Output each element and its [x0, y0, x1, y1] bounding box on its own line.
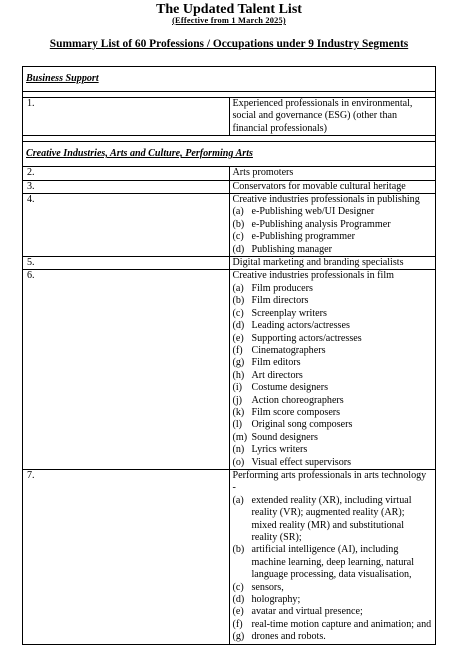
table-row: [23, 194, 436, 257]
sub-item-label: (i): [232, 382, 243, 394]
table-row: [23, 469, 436, 644]
sub-item-text: avatar and virtual presence;: [251, 606, 363, 618]
sub-item: [233, 444, 433, 456]
sub-item-label: (f): [232, 618, 243, 630]
sub-item-label: (a): [232, 494, 244, 506]
sub-item: [233, 495, 433, 545]
item-text: Conservators for movable cultural heritage: [232, 180, 406, 192]
sub-item: [233, 619, 433, 631]
sub-item-text: Supporting actors/actresses: [251, 332, 362, 344]
sub-item-text: Film score composers: [251, 406, 341, 418]
item-text: Performing arts professionals in arts technology -: [232, 469, 427, 494]
sub-item: [233, 333, 433, 345]
item-description: [229, 194, 436, 257]
sub-item-text: holography;: [251, 594, 301, 606]
item-text: Arts promoters: [232, 167, 294, 179]
sub-item: [233, 544, 433, 581]
item-text: Creative industries professionals in film: [232, 270, 394, 282]
sub-item: [233, 370, 433, 382]
item-number: 6.: [23, 270, 230, 470]
sub-item: [233, 631, 433, 643]
table-row: [23, 270, 436, 470]
sub-item-label: (b): [232, 218, 245, 230]
sub-item: [233, 206, 433, 218]
sub-item-label: (d): [232, 594, 245, 606]
summary-heading: Summary List of 60 Professions / Occupations under 9 Industry Segments: [49, 38, 409, 50]
sub-item: [233, 606, 433, 618]
sub-item-text: Art directors: [251, 369, 303, 381]
talent-list-table: [22, 66, 436, 645]
item-number: 7.: [23, 469, 230, 644]
sub-item-text: Original song composers: [251, 419, 353, 431]
sub-item: [233, 283, 433, 295]
sub-item: [233, 231, 433, 243]
sub-item-label: (o): [232, 456, 245, 468]
item-text: Experienced professionals in environmental, social and governance (ESG) (other than financial professionals): [232, 98, 413, 134]
sub-item: [233, 382, 433, 394]
sub-item-label: (d): [232, 320, 245, 332]
effective-date: (Effective from 1 March 2025): [172, 16, 286, 25]
sub-item-text: Costume designers: [251, 382, 329, 394]
sub-item-text: sensors,: [251, 581, 284, 593]
sub-item-label: (d): [232, 243, 245, 255]
section-row: [23, 67, 436, 92]
item-number: 3.: [23, 180, 230, 193]
table-row: [23, 180, 436, 193]
sub-item-label: (f): [232, 344, 243, 356]
sub-item-text: Publishing manager: [251, 243, 332, 255]
sub-item: [233, 419, 433, 431]
sub-item-label: (e): [232, 332, 244, 344]
sub-item-text: Leading actors/actresses: [251, 320, 350, 332]
sub-item-label: (c): [232, 231, 244, 243]
item-number: 5.: [23, 257, 230, 270]
sub-item-label: (c): [232, 307, 244, 319]
sub-item-label: (k): [232, 406, 245, 418]
sub-item: [233, 582, 433, 594]
sub-item-text: Visual effect supervisors: [251, 456, 352, 468]
sub-item-text: Screenplay writers: [251, 307, 327, 319]
table-row: [23, 257, 436, 270]
sub-item: [233, 594, 433, 606]
item-number: 2.: [23, 167, 230, 180]
section-title: Creative Industries, Arts and Culture, Performing Arts: [23, 142, 436, 167]
sub-item: [233, 219, 433, 231]
item-description: [229, 257, 436, 270]
sub-item: [233, 345, 433, 357]
item-number: 4.: [23, 194, 230, 257]
sub-item-text: artificial intelligence (AI), including machine learning, deep learning, natural language processing, data visualisation,: [251, 544, 415, 581]
sub-item-label: (j): [232, 394, 243, 406]
document-title: The Updated Talent List: [156, 2, 302, 17]
item-text: Creative industries professionals in publishing: [232, 194, 420, 206]
sub-item-label: (b): [232, 544, 245, 556]
sub-item-text: Cinematographers: [251, 344, 326, 356]
sub-item-text: extended reality (XR), including virtual reality (VR); augmented reality (AR); mixed reality (MR) and substitutional reality (SR);: [251, 494, 412, 543]
table-row: [23, 98, 436, 136]
sub-item: [233, 308, 433, 320]
sub-item-label: (c): [232, 581, 244, 593]
sub-item-label: (a): [232, 282, 244, 294]
sub-item-text: Sound designers: [251, 431, 318, 443]
sub-item-text: e-Publishing web/UI Designer: [251, 206, 375, 218]
sub-item-label: (a): [232, 206, 244, 218]
sub-item-label: (h): [232, 369, 245, 381]
sub-item: [233, 395, 433, 407]
item-description: [229, 469, 436, 644]
sub-item: [233, 432, 433, 444]
sub-item-label: (b): [232, 295, 245, 307]
sub-item-text: e-Publishing programmer: [251, 231, 355, 243]
sub-item: [233, 244, 433, 256]
item-description: [229, 167, 436, 180]
sub-item-label: (e): [232, 606, 244, 618]
sub-item-text: Lyrics writers: [251, 444, 308, 456]
sub-item-text: real-time motion capture and animation; and: [251, 618, 432, 630]
section-row: [23, 142, 436, 167]
sub-item-label: (m): [232, 431, 248, 443]
sub-item-text: Action choreographers: [251, 394, 344, 406]
sub-item-label: (g): [232, 631, 245, 643]
sub-item: [233, 320, 433, 332]
sub-item-text: Film producers: [251, 282, 313, 294]
table-row: [23, 167, 436, 180]
sub-item-text: drones and robots.: [251, 631, 326, 643]
sub-item-label: (l): [232, 419, 243, 431]
sub-item-label: (n): [232, 444, 245, 456]
item-text: Digital marketing and branding specialists: [232, 257, 404, 269]
item-description: [229, 98, 436, 136]
sub-item: [233, 295, 433, 307]
sub-item: [233, 457, 433, 469]
section-title: Business Support: [23, 67, 436, 92]
sub-item: [233, 357, 433, 369]
item-number: 1.: [23, 98, 230, 136]
sub-item: [233, 407, 433, 419]
sub-item-text: Film directors: [251, 295, 309, 307]
sub-item-text: Film editors: [251, 357, 301, 369]
item-description: [229, 180, 436, 193]
sub-item-text: e-Publishing analysis Programmer: [251, 218, 391, 230]
item-description: [229, 270, 436, 470]
sub-item-label: (g): [232, 357, 245, 369]
